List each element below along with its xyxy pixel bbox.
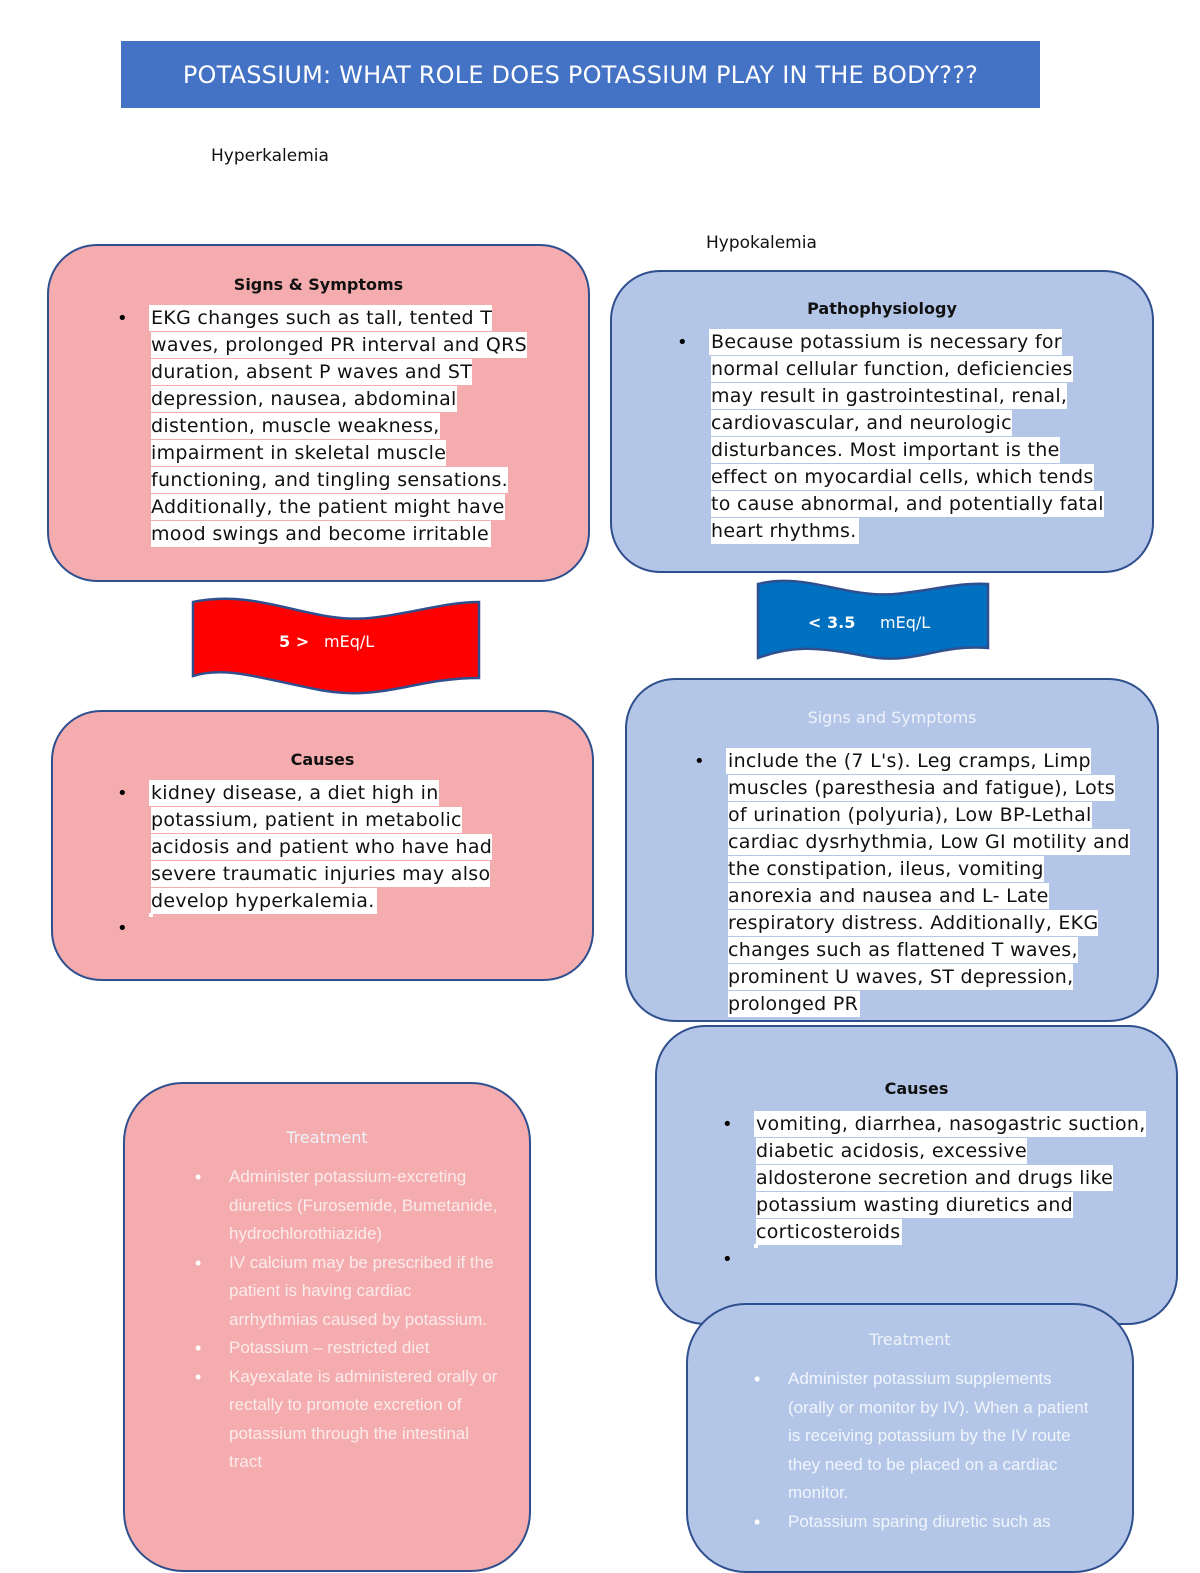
- hyper-causes-list: [151, 780, 532, 915]
- hypo-patho-list: [711, 329, 1112, 545]
- list-item: • Because potassium is necessary for normal cellular function, deficiencies may result in gastrointestinal, renal, cardiovascular, and neurologic disturbances. Most important is the effect on myocardial cells, which tends to cause abnormal, and potentially fatal heart rhythms.: [711, 329, 1112, 545]
- hyper-range-unit: mEq/L: [324, 632, 375, 651]
- list-item: • Potassium sparing diuretic such as: [788, 1508, 1102, 1537]
- hypo-treatment-title: Treatment: [869, 1330, 951, 1349]
- list-item: • Potassium – restricted diet: [229, 1334, 499, 1363]
- hypokalemia-label: Hypokalemia: [706, 233, 817, 253]
- list-item: • EKG changes such as tall, tented T waves, prolonged PR interval and QRS duration, absent P waves and ST depression, nausea, abdominal distention, muscle weakness, impairment in skeletal muscle functioning, and tingling sensations. Additionally, the patient might have mood swings and become irritable: [151, 305, 558, 548]
- list-item: • IV calcium may be prescribed if the patient is having cardiac arrhythmias caused by potassium.: [229, 1249, 499, 1335]
- hyper-causes-title: Causes: [290, 750, 355, 769]
- hypo-signs-box: [625, 678, 1159, 1022]
- hypo-causes-box: [655, 1025, 1178, 1325]
- hypo-treatment-list: [788, 1365, 1102, 1536]
- hypo-signs-clip: [627, 748, 1157, 1015]
- list-item: • Kayexalate is administered orally or rectally to promote excretion of potassium through the intestinal tract: [229, 1363, 499, 1477]
- hypo-signs-list: [728, 748, 1133, 1018]
- list-item: • kidney disease, a diet high in potassium, patient in metabolic acidosis and patient who have had severe traumatic injuries may also develop hyperkalemia.: [151, 780, 532, 915]
- hypo-signs-title: Signs and Symptoms: [807, 708, 977, 727]
- hyper-signs-list: [151, 305, 558, 548]
- hyper-treatment-list: [229, 1163, 499, 1477]
- hyperkalemia-label: Hyperkalemia: [211, 146, 329, 166]
- hypo-patho-box: [610, 270, 1154, 573]
- list-item: • Administer potassium supplements (orally or monitor by IV). When a patient is receiving potassium by the IV route they need to be placed on a cardiac monitor.: [788, 1365, 1102, 1508]
- hyper-treatment-box: [123, 1082, 531, 1572]
- hyper-signs-title: Signs & Symptoms: [233, 275, 404, 294]
- hyper-range-value: 5 >: [279, 632, 310, 651]
- hyper-causes-box: [51, 710, 594, 981]
- list-item: • vomiting, diarrhea, nasogastric suction, diabetic acidosis, excessive aldosterone secretion and drugs like potassium wasting diuretics and corticosteroids: [756, 1111, 1146, 1246]
- hypo-range-banner: [755, 576, 991, 662]
- hyper-signs-box: [47, 244, 590, 582]
- page-title: POTASSIUM: WHAT ROLE DOES POTASSIUM PLAY IN THE BODY???: [121, 41, 1040, 108]
- hyper-treatment-title: Treatment: [286, 1128, 368, 1147]
- hypo-range-value: < 3.5: [808, 613, 856, 632]
- list-item: • Administer potassium-excreting diuretics (Furosemide, Bumetanide, hydrochlorothiazide): [229, 1163, 499, 1249]
- list-item: • include the (7 L's). Leg cramps, Limp muscles (paresthesia and fatigue), Lots of urination (polyuria), Low BP-Lethal cardiac dysrhythmia, Low GI motility and the constipation, ileus, vomiting anorexia and nausea and L- Late respiratory distress. Additionally, EKG changes such as flattened T waves, prominent U waves, ST depression, prolonged PR: [728, 748, 1133, 1018]
- hypo-patho-title: Pathophysiology: [807, 299, 957, 318]
- hypo-treatment-box: [686, 1303, 1134, 1573]
- hypo-causes-list: [756, 1111, 1146, 1246]
- hypo-range-unit: mEq/L: [880, 613, 931, 632]
- hypo-causes-title: Causes: [884, 1079, 949, 1098]
